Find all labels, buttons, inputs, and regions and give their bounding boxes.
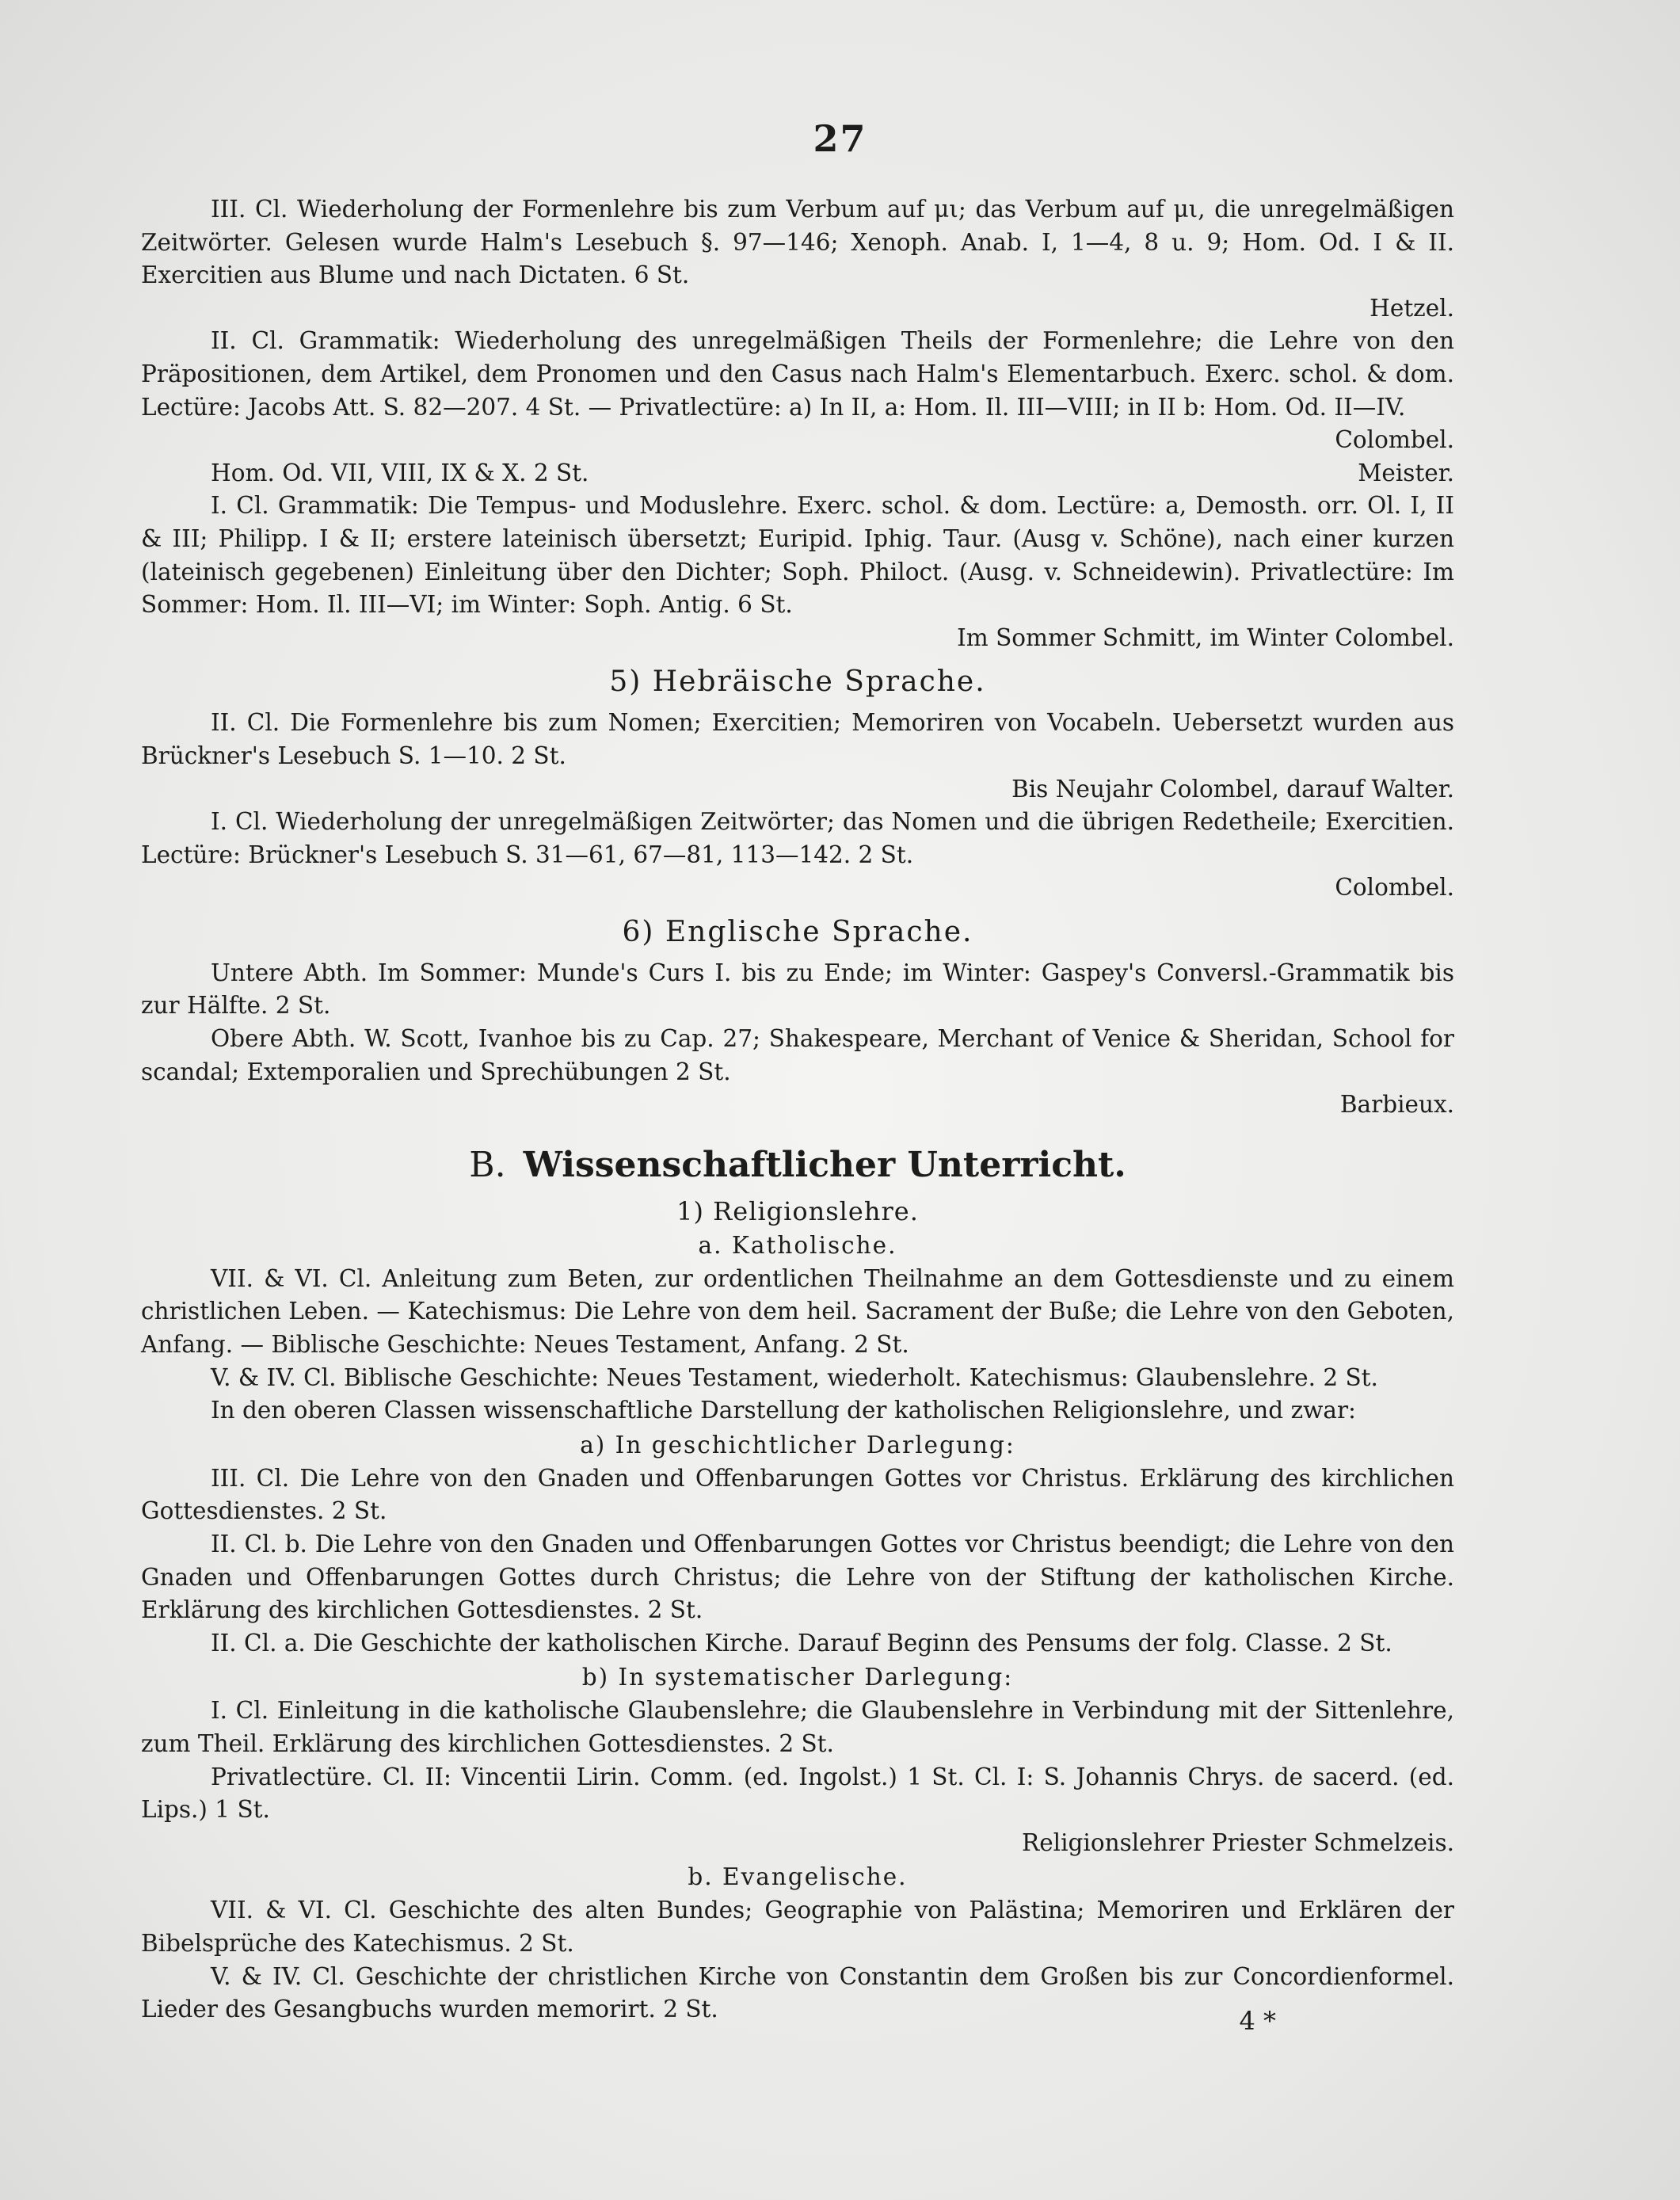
teacher-signature: Meister. <box>1358 459 1454 486</box>
catholic-vii-vi: VII. & VI. Cl. Anleitung zum Beten, zur ordentlichen Theilnahme an dem Gottesdienste und zu einem christlichen Leben. — Katechismus: Die Lehre von dem heil. Sacrament der Buße; die Lehre von den Geboten, Anfang. — Biblische Geschichte: Neues Testament, Anfang. 2 St. <box>141 1264 1454 1359</box>
catholic-heading: a. Katholische. <box>698 1231 897 1259</box>
page-number: 27 <box>813 117 867 160</box>
greek-class-i: I. Cl. Grammatik: Die Tempus- und Moduslehre. Exerc. schol. & dom. Lectüre: a, Demosth. orr. Ol. I, II & III; Philipp. I & II; erstere lateinisch übersetzt; Euripid. Iphig. Taur. (Ausg v. Schöne), nach einer kurzen (lateinisch gegebenen) Einleitung über den Dichter; Soph. Philoct. (Ausg. v. Schneidewin). Privatlectüre: Im Sommer: Hom. Il. III—VI; im Winter: Soph. Antig. 6 St. <box>141 492 1454 619</box>
teacher-signature: Hetzel. <box>1370 294 1454 322</box>
historical-subheading: a) In geschichtlicher Darlegung: <box>580 1431 1015 1458</box>
teacher-signature: Barbieux. <box>1339 1091 1454 1119</box>
religion-heading: 1) Religionslehre. <box>676 1195 919 1226</box>
teacher-signature: Religionslehrer Priester Schmelzeis. <box>1021 1828 1454 1856</box>
greek-class-iii: III. Cl. Wiederholung der Formenlehre bis zum Verbum auf μι; das Verbum auf μι, die unregelmäßigen Zeitwörter. Gelesen wurde Halm's Lesebuch §. 97—146; Xenoph. Anab. I, 1—4, 8 u. 9; Hom. Od. I & II. Exercitien aus Blume und nach Dictaten. 6 St. <box>141 196 1454 289</box>
private-reading: Privatlectüre. Cl. II: Vincentii Lirin. Comm. (ed. Ingolst.) 1 St. Cl. I: S. Johannis Chrys. de sacerd. (ed. Lips.) 1 St. <box>141 1763 1454 1824</box>
catholic-v-iv: V. & IV. Cl. Biblische Geschichte: Neues Testament, wiederholt. Katechismus: Glaubenslehre. 2 St. <box>211 1363 1378 1391</box>
greek-class-ii: II. Cl. Grammatik: Wiederholung des unregelmäßigen Theils der Formenlehre; die Lehre von den Präpositionen, dem Artikel, dem Pronomen und den Casus nach Halm's Elementarbuch. Exerc. schol. & dom. Lectüre: Jacobs Att. S. 82—207. 4 St. — Privatlectüre: a) In II, a: Hom. Il. III—VIII; in II b: Hom. Od. II—IV. <box>141 327 1454 421</box>
catholic-ii-b: II. Cl. b. Die Lehre von den Gnaden und Offenbarungen Gottes vor Christus beendigt; die Lehre von den Gnaden und Offenbarungen Gottes durch Christus; die Lehre von der Stiftung der katholischen Kirche. Erklärung des kirchlichen Gottesdienstes. 2 St. <box>141 1531 1454 1624</box>
teacher-signature: Colombel. <box>1335 874 1454 902</box>
teacher-signature: Bis Neujahr Colombel, darauf Walter. <box>1011 775 1454 803</box>
hebrew-class-i: I. Cl. Wiederholung der unregelmäßigen Zeitwörter; das Nomen und die übrigen Redetheile; Exercitien. Lectüre: Brückner's Lesebuch S. 31—61, 67—81, 113—142. 2 St. <box>141 808 1454 868</box>
reading-text: Hom. Od. VII, VIII, IX & X. 2 St. <box>211 459 589 486</box>
teacher-signature: Colombel. <box>1335 426 1454 454</box>
catholic-upper-classes: In den oberen Classen wissenschaftliche Darstellung der katholischen Religionslehre, und zwar: <box>211 1397 1356 1424</box>
section-b-heading <box>141 1144 1454 1187</box>
section-title: Wissenschaftlicher Unterricht. <box>523 1144 1126 1185</box>
hebrew-class-ii: II. Cl. Die Formenlehre bis zum Nomen; Exercitien; Memoriren von Vocabeln. Uebersetzt wurden aus Brückner's Lesebuch S. 1—10. 2 St. <box>141 709 1454 769</box>
english-upper-division: Obere Abth. W. Scott, Ivanhoe bis zu Cap. 27; Shakespeare, Merchant of Venice & Sheridan, School for scandal; Extemporalien und Sprechübungen 2 St. <box>141 1025 1454 1085</box>
signature-mark: 4 * <box>1239 2006 1276 2036</box>
english-lower-division: Untere Abth. Im Sommer: Munde's Curs I. bis zu Ende; im Winter: Gaspey's Conversl.-Grammatik bis zur Hälfte. 2 St. <box>141 959 1454 1020</box>
evangelical-vii-vi: VII. & VI. Cl. Geschichte des alten Bundes; Geographie von Palästina; Memoriren und Erklären der Bibelsprüche des Katechismus. 2 St. <box>141 1897 1454 1957</box>
evangelical-v-iv: V. & IV. Cl. Geschichte der christlichen Kirche von Constantin dem Großen bis zur Concordienformel. Lieder des Gesangbuchs wurden memorirt. 2 St. <box>141 1962 1454 2023</box>
page-body <box>141 193 1454 2027</box>
section-letter: B. <box>469 1144 506 1185</box>
catholic-i: I. Cl. Einleitung in die katholische Glaubenslehre; die Glaubenslehre in Verbindung mit der Sittenlehre, zum Theil. Erklärung des kirchlichen Gottesdienstes. 2 St. <box>141 1697 1454 1757</box>
greek-extra-reading <box>141 457 1454 490</box>
teacher-signature: Im Sommer Schmitt, im Winter Colombel. <box>957 623 1454 651</box>
catholic-iii: III. Cl. Die Lehre von den Gnaden und Offenbarungen Gottes vor Christus. Erklärung des kirchlichen Gottesdienstes. 2 St. <box>141 1464 1454 1525</box>
hebrew-heading: 5) Hebräische Sprache. <box>609 665 986 699</box>
english-heading: 6) Englische Sprache. <box>622 915 973 948</box>
systematic-subheading: b) In systematischer Darlegung: <box>581 1664 1014 1691</box>
evangelical-heading: b. Evangelische. <box>688 1863 908 1891</box>
catholic-ii-a: II. Cl. a. Die Geschichte der katholischen Kirche. Darauf Beginn des Pensums der folg. Classe. 2 St. <box>211 1629 1392 1657</box>
